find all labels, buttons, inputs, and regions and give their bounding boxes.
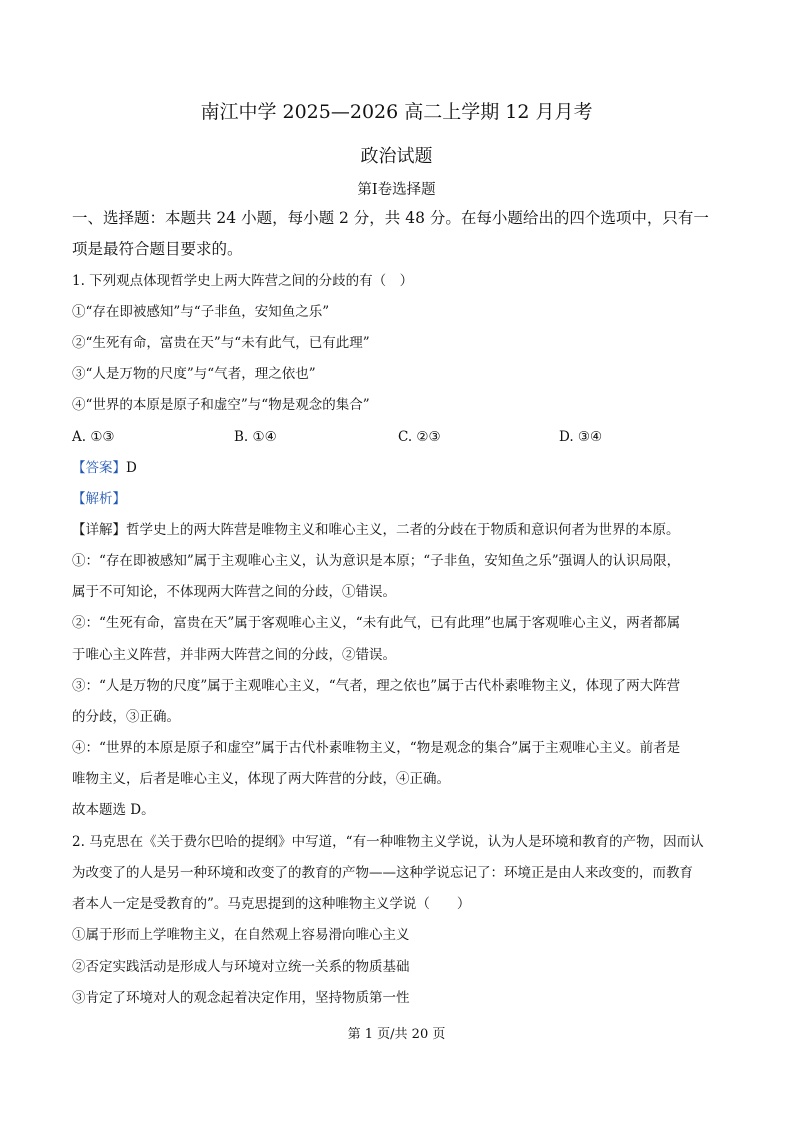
q2-stem-line-1: 2. 马克思在《关于费尔巴哈的提纲》中写道，“有一种唯物主义学说，认为人是环境和教育的产物，因而认 <box>72 834 704 850</box>
page-footer: 第 1 页/共 20 页 <box>347 1027 446 1042</box>
q2-stem-line-2: 为改变了的人是另一种环境和改变了的教育的产物——这种学说忘记了：环境正是由人来改变的，而教育 <box>72 865 693 881</box>
q2-item-2: ②否定实践活动是形成人与环境对立统一关系的物质基础 <box>72 959 410 975</box>
q1-detail-line-1 <box>72 521 723 539</box>
answer-tag: 【答案】 <box>72 460 126 476</box>
q1-item-1: ①“存在即被感知”与“子非鱼，安知鱼之乐” <box>72 304 330 320</box>
q2-item-3: ③肯定了环境对人的观念起着决定作用，坚持物质第一性 <box>72 990 410 1006</box>
q1-analysis <box>72 490 723 508</box>
q2-item-1: ①属于形而上学唯物主义，在自然观上容易滑向唯心主义 <box>72 927 410 943</box>
q1-option-d: D. ③④ <box>559 429 603 445</box>
section-title: 第Ⅰ卷选择题 <box>357 182 436 198</box>
q2-stem-line-3: 者本人一定是受教育的”。马克思提到的这种唯物主义学说（ ） <box>72 896 471 912</box>
q1-detail-line-3: 属于不可知论，不体现两大阵营之间的分歧，①错误。 <box>72 584 396 600</box>
q1-item-4: ④“世界的本原是原子和虚空”与“物是观念的集合” <box>72 397 370 413</box>
q1-option-b: B. ①④ <box>234 429 277 445</box>
analysis-tag: 【解析】 <box>72 491 126 507</box>
q1-detail-line-8: ④：“世界的本原是原子和虚空”属于古代朴素唯物主义，“物是观念的集合”属于主观唯心主义。前者是 <box>72 740 681 756</box>
answer-value: D <box>126 460 137 476</box>
intro-line-1: 一、选择题：本题共 24 小题，每小题 2 分，共 48 分。在每小题给出的四个选项中，只有一 <box>72 209 709 227</box>
detail-tag: 【详解】 <box>72 522 126 538</box>
q1-detail-line-4: ②：“生死有命，富贵在天”属于客观唯心主义，“未有此气，已有此理”也属于客观唯心主义，两者都属 <box>72 615 681 631</box>
q1-stem: 1. 下列观点体现哲学史上两大阵营之间的分歧的有（ ） <box>72 273 414 289</box>
q1-item-2: ②“生死有命，富贵在天”与“未有此气，已有此理” <box>72 335 370 351</box>
q1-option-a: A. ①③ <box>72 429 115 445</box>
q1-detail-line-9: 唯物主义，后者是唯心主义，体现了两大阵营的分歧，④正确。 <box>72 771 450 787</box>
q1-option-c: C. ②③ <box>398 429 441 445</box>
intro-line-2: 项是最符合题目要求的。 <box>72 240 243 258</box>
q1-item-3: ③“人是万物的尺度”与“气者，理之依也” <box>72 366 316 382</box>
q1-answer <box>72 459 723 477</box>
q1-detail-line-2: ①：“存在即被感知”属于主观唯心主义，认为意识是本原；“子非鱼，安知鱼之乐”强调人的认识局限， <box>72 553 681 569</box>
q1-detail-line-7: 的分歧，③正确。 <box>72 709 180 725</box>
q1-options <box>72 428 722 446</box>
q1-detail-line-5: 于唯心主义阵营，并非两大阵营之间的分歧，②错误。 <box>72 647 396 663</box>
detail-text: 哲学史上的两大阵营是唯物主义和唯心主义，二者的分歧在于物质和意识何者为世界的本原。 <box>126 522 680 538</box>
q1-detail-line-10: 故本题选 D。 <box>72 802 155 818</box>
subject-title: 政治试题 <box>360 146 433 167</box>
exam-title: 南江中学 2025—2026 高二上学期 12 月月考 <box>200 101 593 123</box>
q1-detail-line-6: ③：“人是万物的尺度”属于主观唯心主义，“气者，理之依也”属于古代朴素唯物主义，体现了两大阵营 <box>72 678 681 694</box>
